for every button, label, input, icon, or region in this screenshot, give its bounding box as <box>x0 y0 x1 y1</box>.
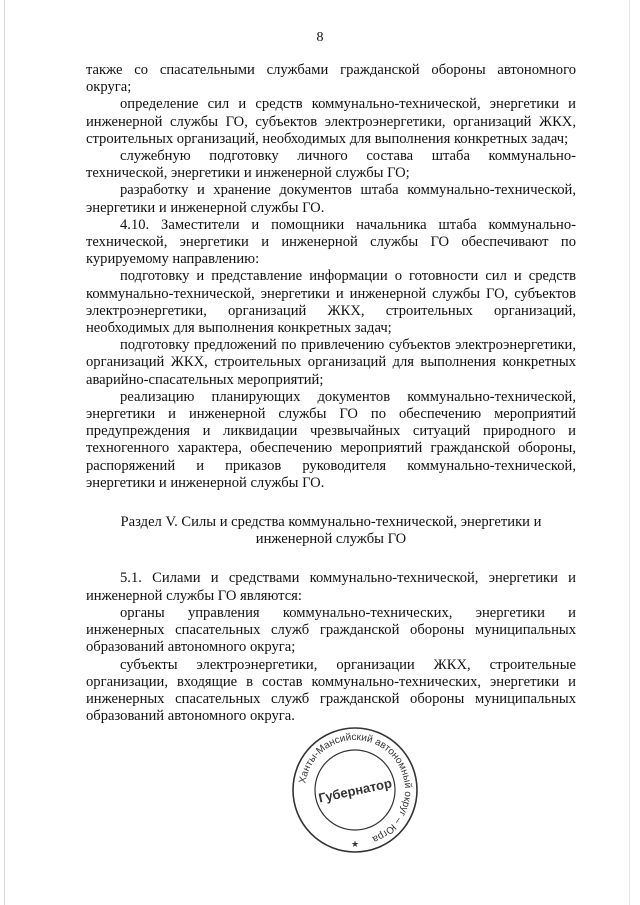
paragraphs-after <box>86 570 576 725</box>
paragraph: 4.10. Заместители и помощники начальника штаба коммунально-технической, энергетики и инженерной службы ГО обеспечивают по курируемому направлению: <box>86 216 576 268</box>
page-number: 8 <box>316 30 324 45</box>
scan-edge-line <box>4 0 5 905</box>
paragraph: служебную подготовку личного состава штаба коммунально-технической, энергетики и инженерной службы ГО; <box>86 148 576 182</box>
paragraph: подготовку предложений по привлечению субъектов электроэнергетики, организаций ЖКХ, строительных организаций для выполнения конкретных аварийно-спасательных мероприятий; <box>86 337 576 388</box>
paragraph: органы управления коммунально-технических, энергетики и инженерных спасательных служб гражданской обороны муниципальных образований автономного округа; <box>86 604 576 656</box>
paragraph: также со спасательными службами гражданской обороны автономного округа; <box>86 62 576 96</box>
governor-seal <box>290 725 420 855</box>
paragraph: реализацию планирующих документов коммунально-технической, энергетики и инженерной службы ГО по обеспечению мероприятий предупреждения и ликвидации чрезвычайных ситуаций природного и техногенного характера, обеспечению мероприятий гражданской обороны, распоряжений и приказов руководителя коммунально-технической, энергетики и инженерной службы ГО. <box>86 388 576 491</box>
paragraphs-before <box>86 62 576 492</box>
seal-center-text: Губернатор <box>317 775 394 806</box>
paragraph: подготовку и представление информации о готовности сил и средств коммунально-технической, энергетики и инженерной службы ГО, субъектов электроэнергетики, организаций ЖКХ, строительных организаций, необходимых для выполнения конкретных задач; <box>86 268 576 337</box>
seal-ring-text: Ханты-Мансийский автономный округ – Югра <box>297 731 414 845</box>
paragraph: разработку и хранение документов штаба коммунально-технической, энергетики и инженерной службы ГО. <box>86 182 576 216</box>
paragraph: определение сил и средств коммунально-технической, энергетики и инженерной службы ГО, субъектов электроэнергетики, организаций ЖКХ, строительных организаций, необходимых для выполнения конкретных задач; <box>86 96 576 147</box>
scan-edge-line-right <box>629 0 630 905</box>
paragraph: 5.1. Силами и средствами коммунально-технической, энергетики и инженерной службы ГО являются: <box>86 570 576 604</box>
seal-star: ★ <box>350 840 360 850</box>
document-body <box>86 62 576 725</box>
paragraph: субъекты электроэнергетики, организации ЖКХ, строительные организации, входящие в состав коммунально-технических, энергетики и инженерных спасательных служб гражданской обороны муниципальных образований автономного округа. <box>86 656 576 725</box>
section-heading: Раздел V. Силы и средства коммунально-технической, энергетики и инженерной службы ГО <box>120 514 542 548</box>
